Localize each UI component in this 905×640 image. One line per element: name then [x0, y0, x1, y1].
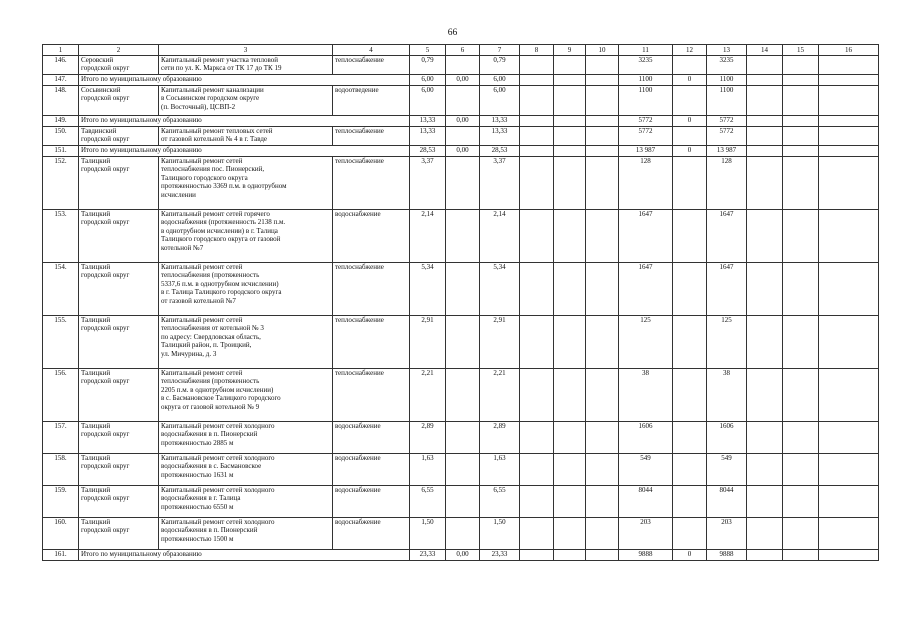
value-col-15	[783, 422, 819, 454]
total-label: Итого по муниципальному образованию	[79, 550, 410, 561]
district-cell: Талицкий городской округ	[79, 486, 159, 518]
value-col-8	[520, 146, 554, 157]
row-number: 151.	[43, 146, 79, 157]
work-description: Капитальный ремонт тепловых сетей от газовой котельной № 4 в г. Тавде	[159, 127, 333, 146]
value-col-5: 2,91	[410, 316, 446, 369]
column-number-5: 5	[410, 45, 446, 56]
value-col-8	[520, 210, 554, 263]
value-col-13: 1647	[707, 263, 747, 316]
value-col-16	[819, 75, 879, 86]
value-col-13: 203	[707, 518, 747, 550]
work-description: Капитальный ремонт сетей холодного водоснабжения в п. Пионерский протяженностью 1500 м	[159, 518, 333, 550]
data-table	[42, 44, 879, 561]
work-description: Капитальный ремонт сетей холодного водоснабжения в с. Басмановское протяженностью 1631 м	[159, 454, 333, 486]
value-col-15	[783, 454, 819, 486]
table-row	[43, 263, 879, 316]
row-number: 148.	[43, 86, 79, 116]
value-col-5: 28,53	[410, 146, 446, 157]
value-col-14	[747, 146, 783, 157]
row-number: 146.	[43, 56, 79, 75]
value-col-15	[783, 127, 819, 146]
row-number: 159.	[43, 486, 79, 518]
value-col-9	[554, 263, 586, 316]
district-cell: Серовский городской округ	[79, 56, 159, 75]
table-row	[43, 518, 879, 550]
value-col-11: 1647	[619, 263, 673, 316]
value-col-16	[819, 86, 879, 116]
work-description: Капитальный ремонт сетей теплоснабжения от котельной № 3 по адресу: Свердловская область, Талицкий район, п. Троицкий, ул. Мичурина, д. 3	[159, 316, 333, 369]
value-col-12	[673, 157, 707, 210]
value-col-11: 203	[619, 518, 673, 550]
value-col-7: 5,34	[480, 263, 520, 316]
value-col-16	[819, 454, 879, 486]
value-col-12	[673, 86, 707, 116]
service-type: водоснабжение	[333, 518, 410, 550]
row-number: 153.	[43, 210, 79, 263]
value-col-8	[520, 369, 554, 422]
value-col-12	[673, 518, 707, 550]
value-col-14	[747, 263, 783, 316]
value-col-7: 6,00	[480, 75, 520, 86]
work-description: Капитальный ремонт сетей теплоснабжения (протяженность 5337,6 п.м. в однотрубном исчислении) в г. Талица Талицкого городского округа от газовой котельной №7	[159, 263, 333, 316]
value-col-5: 1,50	[410, 518, 446, 550]
row-number: 154.	[43, 263, 79, 316]
value-col-14	[747, 157, 783, 210]
value-col-6: 0,00	[446, 116, 480, 127]
value-col-12	[673, 454, 707, 486]
value-col-16	[819, 486, 879, 518]
value-col-9	[554, 422, 586, 454]
value-col-9	[554, 56, 586, 75]
value-col-10	[586, 86, 619, 116]
value-col-5: 13,33	[410, 127, 446, 146]
value-col-9	[554, 316, 586, 369]
value-col-10	[586, 422, 619, 454]
value-col-6	[446, 422, 480, 454]
value-col-15	[783, 75, 819, 86]
value-col-8	[520, 316, 554, 369]
value-col-10	[586, 486, 619, 518]
service-type: водоснабжение	[333, 486, 410, 518]
value-col-7: 2,21	[480, 369, 520, 422]
value-col-12: 0	[673, 146, 707, 157]
work-description: Капитальный ремонт сетей горячего водоснабжения (протяженность 2138 п.м. в однотрубном исчислении) в г. Талица Талицкого городского округа от газовой котельной №7	[159, 210, 333, 263]
row-number: 156.	[43, 369, 79, 422]
value-col-13: 549	[707, 454, 747, 486]
service-type: теплоснабжение	[333, 56, 410, 75]
value-col-5: 3,37	[410, 157, 446, 210]
value-col-15	[783, 210, 819, 263]
table-row	[43, 56, 879, 75]
district-cell: Талицкий городской округ	[79, 454, 159, 486]
value-col-14	[747, 75, 783, 86]
value-col-11: 5772	[619, 127, 673, 146]
column-number-15: 15	[783, 45, 819, 56]
value-col-15	[783, 316, 819, 369]
value-col-16	[819, 157, 879, 210]
column-number-6: 6	[446, 45, 480, 56]
value-col-10	[586, 116, 619, 127]
value-col-12	[673, 369, 707, 422]
value-col-16	[819, 56, 879, 75]
value-col-9	[554, 157, 586, 210]
value-col-14	[747, 369, 783, 422]
district-cell: Талицкий городской округ	[79, 157, 159, 210]
value-col-16	[819, 210, 879, 263]
value-col-6	[446, 86, 480, 116]
value-col-13: 13 987	[707, 146, 747, 157]
value-col-14	[747, 454, 783, 486]
value-col-7: 2,89	[480, 422, 520, 454]
value-col-8	[520, 127, 554, 146]
value-col-11: 8044	[619, 486, 673, 518]
value-col-15	[783, 116, 819, 127]
service-type: водоснабжение	[333, 422, 410, 454]
value-col-15	[783, 369, 819, 422]
value-col-7: 2,14	[480, 210, 520, 263]
value-col-10	[586, 550, 619, 561]
value-col-8	[520, 116, 554, 127]
work-description: Капитальный ремонт сетей холодного водоснабжения в п. Пионерский протяженностью 2885 м	[159, 422, 333, 454]
service-type: водоотведение	[333, 86, 410, 116]
value-col-6	[446, 486, 480, 518]
value-col-16	[819, 127, 879, 146]
value-col-11: 1100	[619, 86, 673, 116]
value-col-13: 125	[707, 316, 747, 369]
value-col-9	[554, 518, 586, 550]
column-number-9: 9	[554, 45, 586, 56]
value-col-6	[446, 127, 480, 146]
value-col-5: 6,00	[410, 75, 446, 86]
value-col-6	[446, 263, 480, 316]
district-cell: Талицкий городской округ	[79, 210, 159, 263]
value-col-6	[446, 316, 480, 369]
value-col-9	[554, 116, 586, 127]
value-col-8	[520, 263, 554, 316]
value-col-16	[819, 263, 879, 316]
district-cell: Талицкий городской округ	[79, 422, 159, 454]
value-col-9	[554, 127, 586, 146]
row-number: 152.	[43, 157, 79, 210]
table-row	[43, 86, 879, 116]
value-col-15	[783, 263, 819, 316]
column-number-3: 3	[159, 45, 333, 56]
value-col-10	[586, 157, 619, 210]
value-col-6	[446, 56, 480, 75]
value-col-6: 0,00	[446, 550, 480, 561]
value-col-5: 6,00	[410, 86, 446, 116]
work-description: Капитальный ремонт участка тепловой сети по ул. К. Маркса от ТК 17 до ТК 19	[159, 56, 333, 75]
value-col-8	[520, 550, 554, 561]
table-row	[43, 210, 879, 263]
total-row	[43, 75, 879, 86]
value-col-8	[520, 486, 554, 518]
value-col-16	[819, 518, 879, 550]
value-col-7: 23,33	[480, 550, 520, 561]
value-col-13: 5772	[707, 116, 747, 127]
value-col-7: 28,53	[480, 146, 520, 157]
value-col-5: 5,34	[410, 263, 446, 316]
value-col-9	[554, 75, 586, 86]
district-cell: Талицкий городской округ	[79, 518, 159, 550]
row-number: 157.	[43, 422, 79, 454]
value-col-7: 6,00	[480, 86, 520, 116]
district-cell: Талицкий городской округ	[79, 369, 159, 422]
column-number-12: 12	[673, 45, 707, 56]
value-col-9	[554, 210, 586, 263]
value-col-6: 0,00	[446, 146, 480, 157]
value-col-15	[783, 486, 819, 518]
value-col-7: 13,33	[480, 127, 520, 146]
work-description: Капитальный ремонт сетей холодного водоснабжения в г. Талица протяженностью 6550 м	[159, 486, 333, 518]
value-col-5: 13,33	[410, 116, 446, 127]
value-col-5: 1,63	[410, 454, 446, 486]
work-description: Капитальный ремонт сетей теплоснабжения пос. Пионерский, Талицкого городского округа протяженностью 3369 п.м. в однотрубном исчислении	[159, 157, 333, 210]
value-col-15	[783, 157, 819, 210]
row-number: 155.	[43, 316, 79, 369]
value-col-10	[586, 369, 619, 422]
value-col-16	[819, 116, 879, 127]
row-number: 150.	[43, 127, 79, 146]
value-col-12	[673, 422, 707, 454]
value-col-13: 8044	[707, 486, 747, 518]
value-col-10	[586, 56, 619, 75]
column-number-8: 8	[520, 45, 554, 56]
value-col-10	[586, 127, 619, 146]
table-row	[43, 454, 879, 486]
table-row	[43, 157, 879, 210]
row-number: 160.	[43, 518, 79, 550]
value-col-7: 13,33	[480, 116, 520, 127]
total-row	[43, 550, 879, 561]
value-col-14	[747, 127, 783, 146]
value-col-16	[819, 146, 879, 157]
value-col-6: 0,00	[446, 75, 480, 86]
value-col-14	[747, 422, 783, 454]
work-description: Капитальный ремонт канализации в Сосьвинском городском округе (п. Восточный), ЦСВП-2	[159, 86, 333, 116]
value-col-9	[554, 454, 586, 486]
column-number-4: 4	[333, 45, 410, 56]
value-col-9	[554, 550, 586, 561]
district-cell: Сосьвинский городской округ	[79, 86, 159, 116]
service-type: теплоснабжение	[333, 157, 410, 210]
row-number: 147.	[43, 75, 79, 86]
service-type: теплоснабжение	[333, 316, 410, 369]
value-col-11: 125	[619, 316, 673, 369]
value-col-10	[586, 454, 619, 486]
value-col-12: 0	[673, 550, 707, 561]
value-col-6	[446, 518, 480, 550]
value-col-8	[520, 56, 554, 75]
value-col-9	[554, 86, 586, 116]
page-number: 66	[447, 28, 458, 38]
district-cell: Талицкий городской округ	[79, 263, 159, 316]
service-type: теплоснабжение	[333, 369, 410, 422]
value-col-5: 2,14	[410, 210, 446, 263]
total-label: Итого по муниципальному образованию	[79, 146, 410, 157]
value-col-13: 1647	[707, 210, 747, 263]
value-col-13: 5772	[707, 127, 747, 146]
row-number: 158.	[43, 454, 79, 486]
value-col-8	[520, 75, 554, 86]
value-col-13: 9888	[707, 550, 747, 561]
value-col-12	[673, 486, 707, 518]
value-col-13: 38	[707, 369, 747, 422]
value-col-16	[819, 550, 879, 561]
column-number-10: 10	[586, 45, 619, 56]
value-col-12	[673, 210, 707, 263]
table-row	[43, 316, 879, 369]
value-col-13: 1100	[707, 75, 747, 86]
total-row	[43, 116, 879, 127]
value-col-15	[783, 550, 819, 561]
value-col-14	[747, 550, 783, 561]
value-col-5: 0,79	[410, 56, 446, 75]
value-col-9	[554, 486, 586, 518]
value-col-7: 6,55	[480, 486, 520, 518]
value-col-10	[586, 75, 619, 86]
service-type: водоснабжение	[333, 454, 410, 486]
value-col-9	[554, 146, 586, 157]
value-col-8	[520, 86, 554, 116]
column-number-13: 13	[707, 45, 747, 56]
value-col-5: 2,89	[410, 422, 446, 454]
value-col-10	[586, 518, 619, 550]
value-col-7: 2,91	[480, 316, 520, 369]
service-type: теплоснабжение	[333, 263, 410, 316]
value-col-6	[446, 454, 480, 486]
work-description: Капитальный ремонт сетей теплоснабжения (протяженность 2205 п.м. в однотрубном исчислении) в с. Басмановское Талицкого городского округа от газовой котельной № 9	[159, 369, 333, 422]
value-col-7: 0,79	[480, 56, 520, 75]
value-col-5: 23,33	[410, 550, 446, 561]
value-col-6	[446, 157, 480, 210]
value-col-14	[747, 116, 783, 127]
total-label: Итого по муниципальному образованию	[79, 116, 410, 127]
value-col-12	[673, 316, 707, 369]
column-number-14: 14	[747, 45, 783, 56]
value-col-7: 1,50	[480, 518, 520, 550]
value-col-6	[446, 369, 480, 422]
header-row	[43, 45, 879, 56]
value-col-9	[554, 369, 586, 422]
value-col-12: 0	[673, 75, 707, 86]
column-number-2: 2	[79, 45, 159, 56]
table-row	[43, 486, 879, 518]
value-col-16	[819, 422, 879, 454]
service-type: водоснабжение	[333, 210, 410, 263]
table-row	[43, 369, 879, 422]
value-col-7: 1,63	[480, 454, 520, 486]
value-col-14	[747, 518, 783, 550]
value-col-11: 1100	[619, 75, 673, 86]
value-col-10	[586, 210, 619, 263]
value-col-14	[747, 210, 783, 263]
value-col-12	[673, 263, 707, 316]
value-col-13: 1606	[707, 422, 747, 454]
value-col-15	[783, 86, 819, 116]
value-col-7: 3,37	[480, 157, 520, 210]
value-col-11: 5772	[619, 116, 673, 127]
value-col-14	[747, 56, 783, 75]
total-row	[43, 146, 879, 157]
value-col-6	[446, 210, 480, 263]
value-col-11: 1647	[619, 210, 673, 263]
value-col-16	[819, 369, 879, 422]
value-col-8	[520, 518, 554, 550]
value-col-15	[783, 518, 819, 550]
value-col-8	[520, 422, 554, 454]
column-number-1: 1	[43, 45, 79, 56]
table-row	[43, 422, 879, 454]
row-number: 149.	[43, 116, 79, 127]
value-col-16	[819, 316, 879, 369]
value-col-10	[586, 146, 619, 157]
total-label: Итого по муниципальному образованию	[79, 75, 410, 86]
column-number-16: 16	[819, 45, 879, 56]
value-col-12	[673, 127, 707, 146]
value-col-11: 1606	[619, 422, 673, 454]
value-col-14	[747, 316, 783, 369]
value-col-11: 9888	[619, 550, 673, 561]
value-col-11: 549	[619, 454, 673, 486]
service-type: теплоснабжение	[333, 127, 410, 146]
value-col-8	[520, 157, 554, 210]
value-col-14	[747, 486, 783, 518]
value-col-12: 0	[673, 116, 707, 127]
district-cell: Тавдинский городской округ	[79, 127, 159, 146]
column-number-7: 7	[480, 45, 520, 56]
district-cell: Талицкий городской округ	[79, 316, 159, 369]
value-col-11: 38	[619, 369, 673, 422]
value-col-13: 1100	[707, 86, 747, 116]
value-col-5: 2,21	[410, 369, 446, 422]
value-col-11: 128	[619, 157, 673, 210]
value-col-12	[673, 56, 707, 75]
value-col-10	[586, 263, 619, 316]
value-col-8	[520, 454, 554, 486]
value-col-15	[783, 56, 819, 75]
value-col-13: 128	[707, 157, 747, 210]
value-col-5: 6,55	[410, 486, 446, 518]
value-col-11: 3235	[619, 56, 673, 75]
value-col-13: 3235	[707, 56, 747, 75]
value-col-15	[783, 146, 819, 157]
value-col-11: 13 987	[619, 146, 673, 157]
table-row	[43, 127, 879, 146]
value-col-10	[586, 316, 619, 369]
column-number-11: 11	[619, 45, 673, 56]
value-col-14	[747, 86, 783, 116]
row-number: 161.	[43, 550, 79, 561]
